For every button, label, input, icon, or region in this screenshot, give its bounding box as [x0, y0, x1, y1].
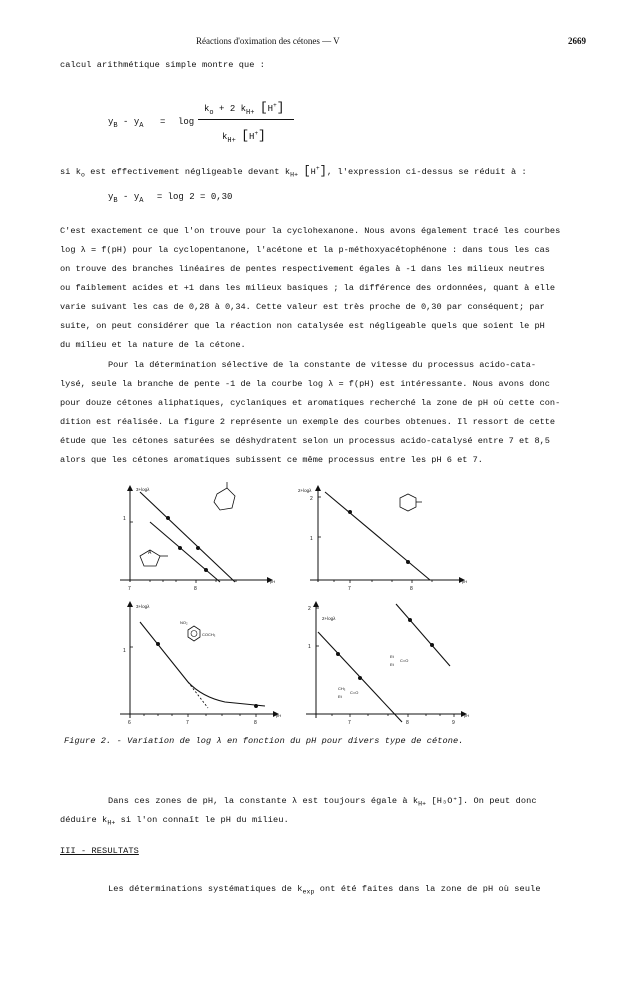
cond-end: , l'expression ci-dessus se réduit à : — [326, 167, 527, 177]
panel-4-mol2-c: C=O — [350, 690, 359, 695]
panel-1-adamantanone-icon — [214, 488, 235, 510]
p2-line: étude que les cétones saturées se déshydratent selon un processus acido-catalysé entre 7 et 8,5 — [60, 436, 550, 446]
eq2-minus-y: - y — [123, 192, 140, 202]
panel-3-y-tick: 1 — [123, 648, 126, 654]
panel-4-point — [359, 677, 362, 680]
panel-3-substituent: NO₂ — [180, 620, 188, 625]
p1-line: varie suivant les cas de 0,28 à 0,34. Cette valeur est très proche de 0,30 par conséquent; par — [60, 302, 545, 312]
eq1-minus: - — [123, 117, 129, 127]
eq1-sub-hplus: H+ — [246, 108, 255, 117]
panel-1-y-tick: 1 — [123, 516, 126, 522]
panel-3-y-label: 3+logλ — [136, 604, 150, 609]
figure-caption — [64, 736, 464, 746]
panel-2-x-tick: 8 — [410, 586, 413, 592]
eq2-y: y — [108, 192, 114, 202]
eq1-den-sub: H+ — [227, 136, 236, 145]
p3-l2-start: déduire k — [60, 815, 108, 825]
eq1-fraction-bar — [198, 119, 294, 120]
figure-caption-label: Figure 2. — [64, 736, 112, 746]
p4-sub: exp — [302, 888, 315, 896]
p1-line: suite, on peut considérer que la réaction non catalysée est négligeable quels que soient le pH — [60, 321, 545, 331]
panel-2-y-label: 2+logλ — [298, 488, 312, 493]
running-header-title: Réactions d'oximation des cétones — V — [196, 36, 340, 46]
p2-line: Pour la détermination sélective de la constante de vitesse du processus acido-cata- — [108, 360, 537, 370]
panel-2-point — [407, 561, 410, 564]
figure-2 — [110, 482, 490, 732]
equation-2 — [108, 192, 232, 205]
panel-4 — [306, 604, 469, 726]
panel-4-mol2-a: CH₃ — [338, 686, 346, 691]
p4-end: ont été faites dans la zone de pH où seule — [314, 884, 541, 894]
panel-2-y-tick: 1 — [310, 536, 313, 542]
cond-sub2: H+ — [290, 171, 299, 179]
panel-3-benzene-icon — [188, 626, 200, 641]
panel-2-point — [349, 511, 352, 514]
panel-3-x-tick: 7 — [186, 720, 189, 726]
panel-4-mol2-b: Et — [338, 694, 342, 699]
p1-line: log λ = f(pH) pour la cyclopentanone, l'acétone et la p-méthoxyacétophénone : dans tous les cas — [60, 245, 550, 255]
condition-line: si $k_o$ est effectivement négligeable devant $k_{H+}$ [H+], l'expression ci-dessus se réduit à : — [60, 164, 527, 179]
panel-4-mol1-b: Et — [390, 662, 394, 667]
panel-2-y-tick-top: 2 — [310, 496, 313, 502]
panel-1-x-tick: 7 — [128, 586, 131, 592]
eq1-den-h: H — [249, 132, 255, 142]
panel-4-point — [431, 644, 434, 647]
panel-3-group: COCH₃ — [202, 632, 216, 637]
cond-sub: o — [81, 171, 86, 179]
panel-1-label-a: A — [148, 550, 152, 556]
panel-1-point — [205, 569, 208, 572]
panel-4-y-label: 2+logλ — [322, 616, 336, 621]
panel-4-point — [337, 653, 340, 656]
panel-3 — [120, 604, 281, 726]
panel-4-point — [409, 619, 412, 622]
panel-2-line — [325, 492, 430, 580]
panel-1-point — [179, 547, 182, 550]
p2-line: dition est réalisée. La figure 2 représente un exemple des courbes obtenues. Il ressort de cette — [60, 417, 556, 427]
p3-l2-sub: H+ — [107, 819, 116, 827]
panel-1-line-lower — [150, 522, 220, 582]
eq1-denominator: $k_{H+}$ [H+] — [222, 128, 266, 145]
p4-start: Les déterminations systématiques de k — [108, 884, 303, 894]
p1-line: on trouve des branches linéaires de pentes respectivement égales à -1 dans les milieux neutres — [60, 264, 545, 274]
p1-line: ou faiblement acides et +1 dans les milieux basiques ; la différence des ordonnées, quant à elle — [60, 283, 556, 293]
eq2-sub-a: A — [139, 196, 144, 205]
p2-line: pour douze cétones aliphatiques, cyclaniques et aromatiques recherché la zone de pH où cette con- — [60, 398, 561, 408]
panel-4-mol1-a: Et — [390, 654, 394, 659]
eq1-log: log — [178, 117, 195, 127]
eq1-sub-0: o — [209, 108, 214, 117]
eq1-y: y — [108, 117, 114, 127]
eq1-h: H — [267, 104, 274, 114]
panel-2-x-tick: 7 — [348, 586, 351, 592]
eq1-k0: k — [204, 104, 210, 114]
panel-4-x-label: pH — [464, 713, 470, 718]
panel-4-x-tick: 8 — [406, 720, 409, 726]
p2-line: alors que les cétones aromatiques subissent ce même processus entre les pH 6 et 7. — [60, 455, 483, 465]
panel-1-x-label: pH — [270, 579, 276, 584]
p3-l2-end: si l'on connaît le pH du milieu. — [115, 815, 289, 825]
p3-line-2 — [60, 815, 289, 827]
p1-line: du milieu et la nature de la cétone. — [60, 340, 246, 350]
panel-3-x-tick: 6 — [128, 720, 131, 726]
eq2-rest: = log 2 = 0,30 — [156, 192, 233, 202]
p3-line-1 — [108, 796, 537, 808]
eq2-sub-b: B — [113, 196, 118, 205]
eq1-lhs — [108, 117, 143, 130]
p2-line: lysé, seule la branche de pente -1 de la courbe log λ = f(pH) est intéressante. Nous avons donc — [60, 379, 550, 389]
panel-4-line-upper — [396, 604, 450, 666]
p4-line — [108, 884, 541, 896]
cond-mid: est effectivement négligeable devant k — [85, 167, 291, 177]
panel-1-line-upper — [140, 492, 235, 582]
figure-caption-text: - Variation de log λ en fonction du pH pour divers type de cétone. — [116, 736, 464, 746]
eq1-sub-a: A — [139, 121, 144, 130]
panel-4-y-tick-top: 2 — [308, 606, 311, 612]
panel-1-x-tick: 8 — [194, 586, 197, 592]
panel-1-point — [167, 517, 170, 520]
panel-1-y-label: 3+logλ — [136, 487, 150, 492]
panel-3-point — [255, 705, 258, 708]
panel-4-mol1-c: C=O — [400, 658, 409, 663]
panel-2-cyclohexanone-icon — [400, 494, 416, 511]
p3-sub: H+ — [418, 800, 427, 808]
p3-start: Dans ces zones de pH, la constante λ est toujours égale à k — [108, 796, 419, 806]
panel-3-x-tick: 8 — [254, 720, 257, 726]
page-number: 2669 — [568, 36, 586, 46]
eq1-plus-2k: + 2 k — [219, 104, 247, 114]
eq1-den-k: k — [222, 132, 228, 142]
panel-1 — [120, 482, 275, 592]
panel-1-point — [197, 547, 200, 550]
p3-mid: [H₃O⁺]. On peut donc — [426, 796, 537, 806]
panel-2-x-label: pH — [462, 579, 468, 584]
panel-2 — [298, 488, 467, 592]
panel-3-point — [157, 643, 160, 646]
p1-line: C'est exactement ce que l'on trouve pour la cyclohexanone. Nous avons également tracé les courbes — [60, 226, 561, 236]
section-title: III - RESULTATS — [60, 846, 139, 856]
panel-3-x-label: pH — [276, 713, 282, 718]
panel-4-x-tick: 9 — [452, 720, 455, 726]
eq1-y2: y — [133, 117, 140, 127]
panel-4-y-tick: 1 — [308, 644, 311, 650]
cond-start: si k — [60, 167, 82, 177]
eq1-equals: = — [160, 117, 166, 127]
eq1-numerator: $k_o + 2$ $k_{H+}$ [H+] — [204, 100, 285, 117]
eq1-sub-b: B — [113, 121, 118, 130]
intro-line: calcul arithmétique simple montre que : — [60, 60, 266, 70]
panel-4-x-tick: 7 — [348, 720, 351, 726]
